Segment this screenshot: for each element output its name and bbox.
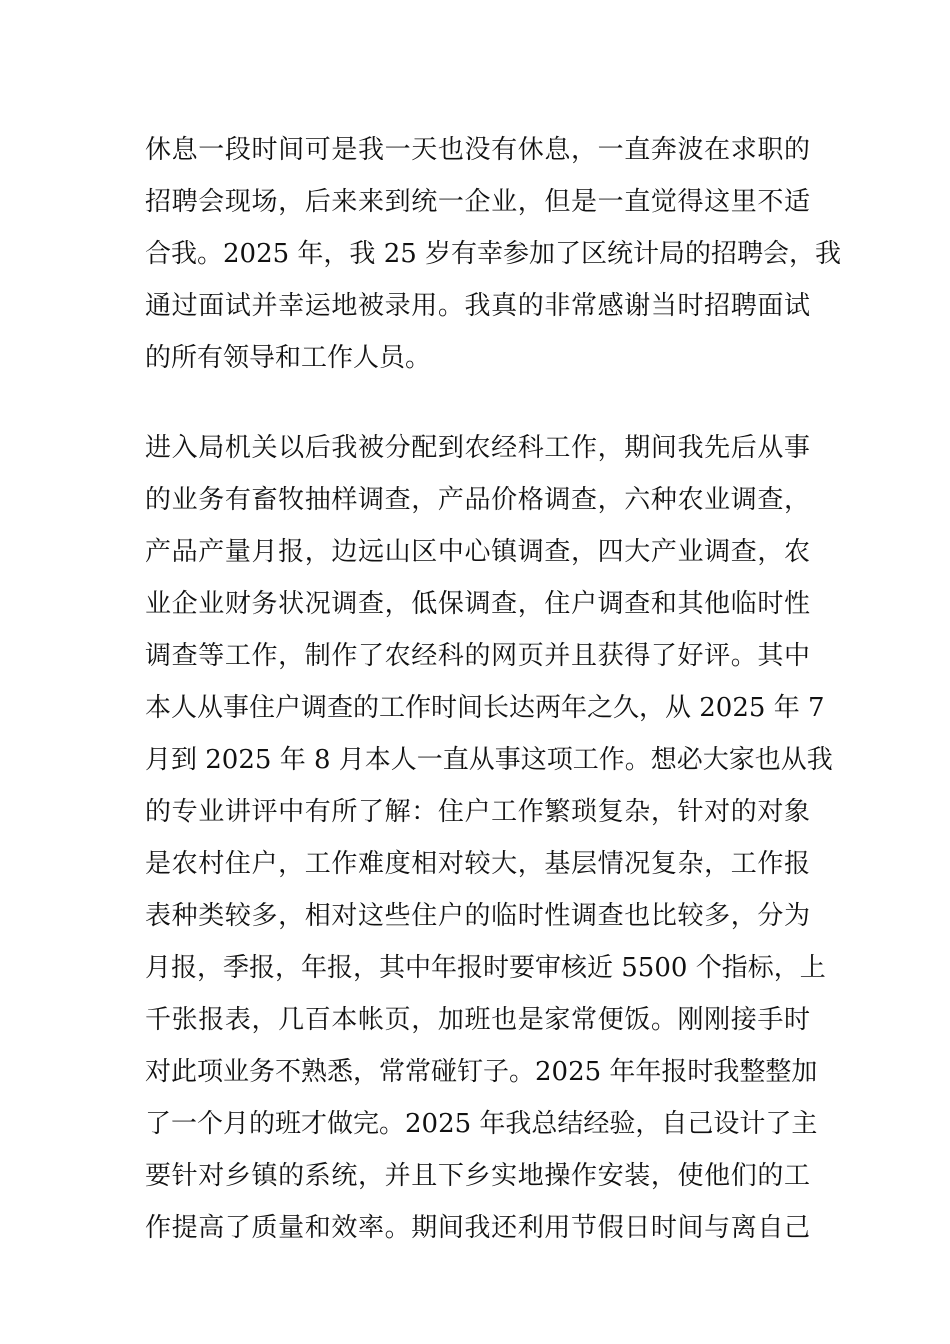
- text-line: 的业务有畜牧抽样调查，产品价格调查，六种农业调查，: [145, 485, 810, 515]
- text-line: 产品产量月报，边远山区中心镇调查，四大产业调查，农: [145, 537, 810, 567]
- text-line: 月到 2025 年 8 月本人一直从事这项工作。想必大家也从我: [145, 745, 833, 775]
- text-line: 调查等工作，制作了农经科的网页并且获得了好评。其中: [145, 641, 810, 671]
- text-line: 休息一段时间可是我一天也没有休息，一直奔波在求职的: [145, 135, 810, 165]
- text-line: 是农村住户，工作难度相对较大，基层情况复杂，工作报: [145, 849, 810, 879]
- text-line: 业企业财务状况调查，低保调查，住户调查和其他临时性: [145, 589, 810, 619]
- text-line: 作提高了质量和效率。期间我还利用节假日时间与离自己: [145, 1213, 810, 1243]
- text-line: 对此项业务不熟悉，常常碰钉子。2025 年年报时我整整加: [145, 1057, 818, 1087]
- text-line: 本人从事住户调查的工作时间长达两年之久，从 2025 年 7: [145, 693, 825, 723]
- text-line: 表种类较多，相对这些住户的临时性调查也比较多，分为: [145, 901, 810, 931]
- text-line: 的所有领导和工作人员。: [145, 343, 432, 373]
- paragraph-2: [145, 422, 833, 1254]
- text-line: 招聘会现场，后来来到统一企业，但是一直觉得这里不适: [145, 187, 810, 217]
- text-line: 的专业讲评中有所了解：住户工作繁琐复杂，针对的对象: [145, 797, 810, 827]
- text-line: 要针对乡镇的系统，并且下乡实地操作安装，使他们的工: [145, 1161, 810, 1191]
- paragraph-1: [145, 124, 842, 384]
- text-line: 合我。2025 年，我 25 岁有幸参加了区统计局的招聘会，我: [145, 239, 842, 269]
- text-line: 千张报表，几百本帐页，加班也是家常便饭。刚刚接手时: [145, 1005, 810, 1035]
- text-line: 月报，季报，年报，其中年报时要审核近 5500 个指标，上: [145, 953, 826, 983]
- text-line: 了一个月的班才做完。2025 年我总结经验，自己设计了主: [145, 1109, 818, 1139]
- text-line: 通过面试并幸运地被录用。我真的非常感谢当时招聘面试: [145, 291, 810, 321]
- text-line: 进入局机关以后我被分配到农经科工作，期间我先后从事: [145, 433, 810, 463]
